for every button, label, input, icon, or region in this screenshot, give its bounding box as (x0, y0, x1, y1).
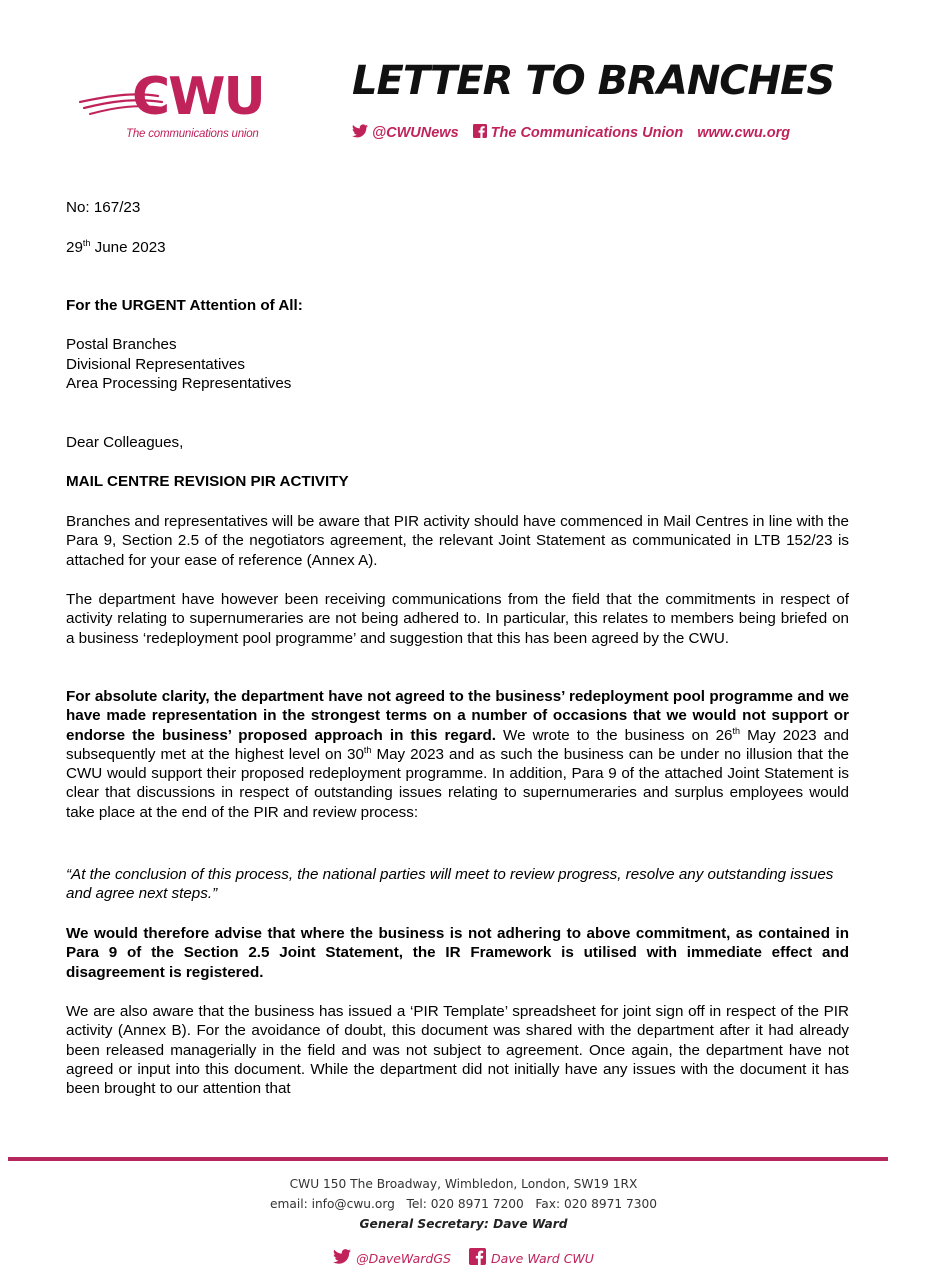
paragraph-3-text-a: We wrote to the business on 26 (495, 726, 733, 744)
date-rest: June 2023 (90, 239, 166, 256)
website-link[interactable]: www.cwu.org (697, 125, 791, 141)
letter-number: No: 167/23 (66, 199, 141, 216)
recipient: Divisional Representatives (66, 355, 245, 373)
ordinal-suffix: th (363, 744, 372, 755)
footer-general-secretary: General Secretary: Dave Ward (359, 1217, 568, 1231)
facebook-page-link[interactable]: The Communications Union (490, 125, 684, 141)
ordinal-suffix: th (732, 725, 741, 736)
letter-date (66, 238, 849, 257)
recipients-list (66, 335, 849, 394)
facebook-icon (473, 124, 487, 142)
recipient: Area Processing Representatives (66, 375, 292, 392)
footer-facebook-link[interactable]: Dave Ward CWU (490, 1250, 594, 1266)
page-title: LETTER TO BRANCHES (352, 58, 835, 104)
attention-heading: For the URGENT Attention of All: (66, 297, 303, 314)
logo-tagline: The communications union (126, 128, 259, 140)
footer-address: CWU 150 The Broadway, Wimbledon, London, SW19 1RX (289, 1177, 638, 1191)
paragraph-3-emphasis: For absolute clarity, the department have not agreed to the business’ redeployment pool programme and we have made representation in the strongest terms on a number of occasions that we would not support or endorse the business’ proposed approach in this regard. (66, 688, 849, 744)
cwu-logo (78, 62, 288, 152)
date-day: 29 (66, 239, 83, 256)
paragraph-4-advice: We would therefore advise that where the business is not adhering to above commitment, as contained in Para 9 of the Section 2.5 Joint Statement, the IR Framework is utilised with immediate effect and disagreement is registered. (66, 925, 849, 981)
paragraph-3-text-b: May 2023 and subsequently met at the highest level on 30 (66, 726, 849, 763)
cwu-logo-mark (78, 62, 288, 128)
twitter-handle-link[interactable]: @CWUNews (372, 125, 459, 141)
paragraph-2: The department have however been receiving communications from the field that the commitments in respect of activity relating to supernumeraries are not being adhered to. In particular, this relates to members being briefed on a business ‘redeployment pool programme’ and suggestion that this has been agreed by the CWU. (66, 591, 849, 647)
twitter-icon (352, 124, 368, 142)
recipient: Postal Branches (66, 336, 177, 353)
footer-twitter-link[interactable]: @DaveWardGS (356, 1250, 451, 1266)
footer-contact: email: info@cwu.org Tel: 020 8971 7200 Fax: 020 8971 7300 (269, 1197, 657, 1211)
paragraph-5: We are also aware that the business has issued a ‘PIR Template’ spreadsheet for joint sign off in respect of the PIR activity (Annex B). For the avoidance of doubt, this document was shared with the department after it had already been released managerially in the field and was not subject to agreement. Once again, the department have not agreed or input into this document. While the department did not initially have any issues with the document it has been brought to our attention that (66, 1003, 849, 1098)
footer-divider (8, 1157, 888, 1161)
quoted-statement: “At the conclusion of this process, the national parties will meet to review progress, resolve any outstanding issues and agree next steps.” (66, 866, 834, 903)
paragraph-3 (66, 687, 849, 822)
footer-social-links (0, 1248, 927, 1268)
subject-heading: MAIL CENTRE REVISION PIR ACTIVITY (66, 473, 349, 490)
header-social-links (352, 124, 790, 142)
salutation: Dear Colleagues, (66, 434, 184, 451)
twitter-icon (333, 1249, 351, 1267)
paragraph-1: Branches and representatives will be aware that PIR activity should have commenced in Mail Centres in line with the Para 9, Section 2.5 of the negotiators agreement, the relevant Joint Statement as communicated in LTB 152/23 is attached for your ease of reference (Annex A). (66, 513, 849, 569)
facebook-icon (469, 1248, 486, 1268)
logo-text: CWU (132, 67, 264, 127)
paragraph-3-text-c: May 2023 and as such the business can be under no illusion that the CWU would support their proposed redeployment programme. In addition, Para 9 of the attached Joint Statement is clear that discussions in respect of outstanding issues relating to supernumeraries and surplus employees would take place at the end of the PIR and review process: (66, 745, 849, 821)
date-suffix: th (82, 237, 91, 248)
